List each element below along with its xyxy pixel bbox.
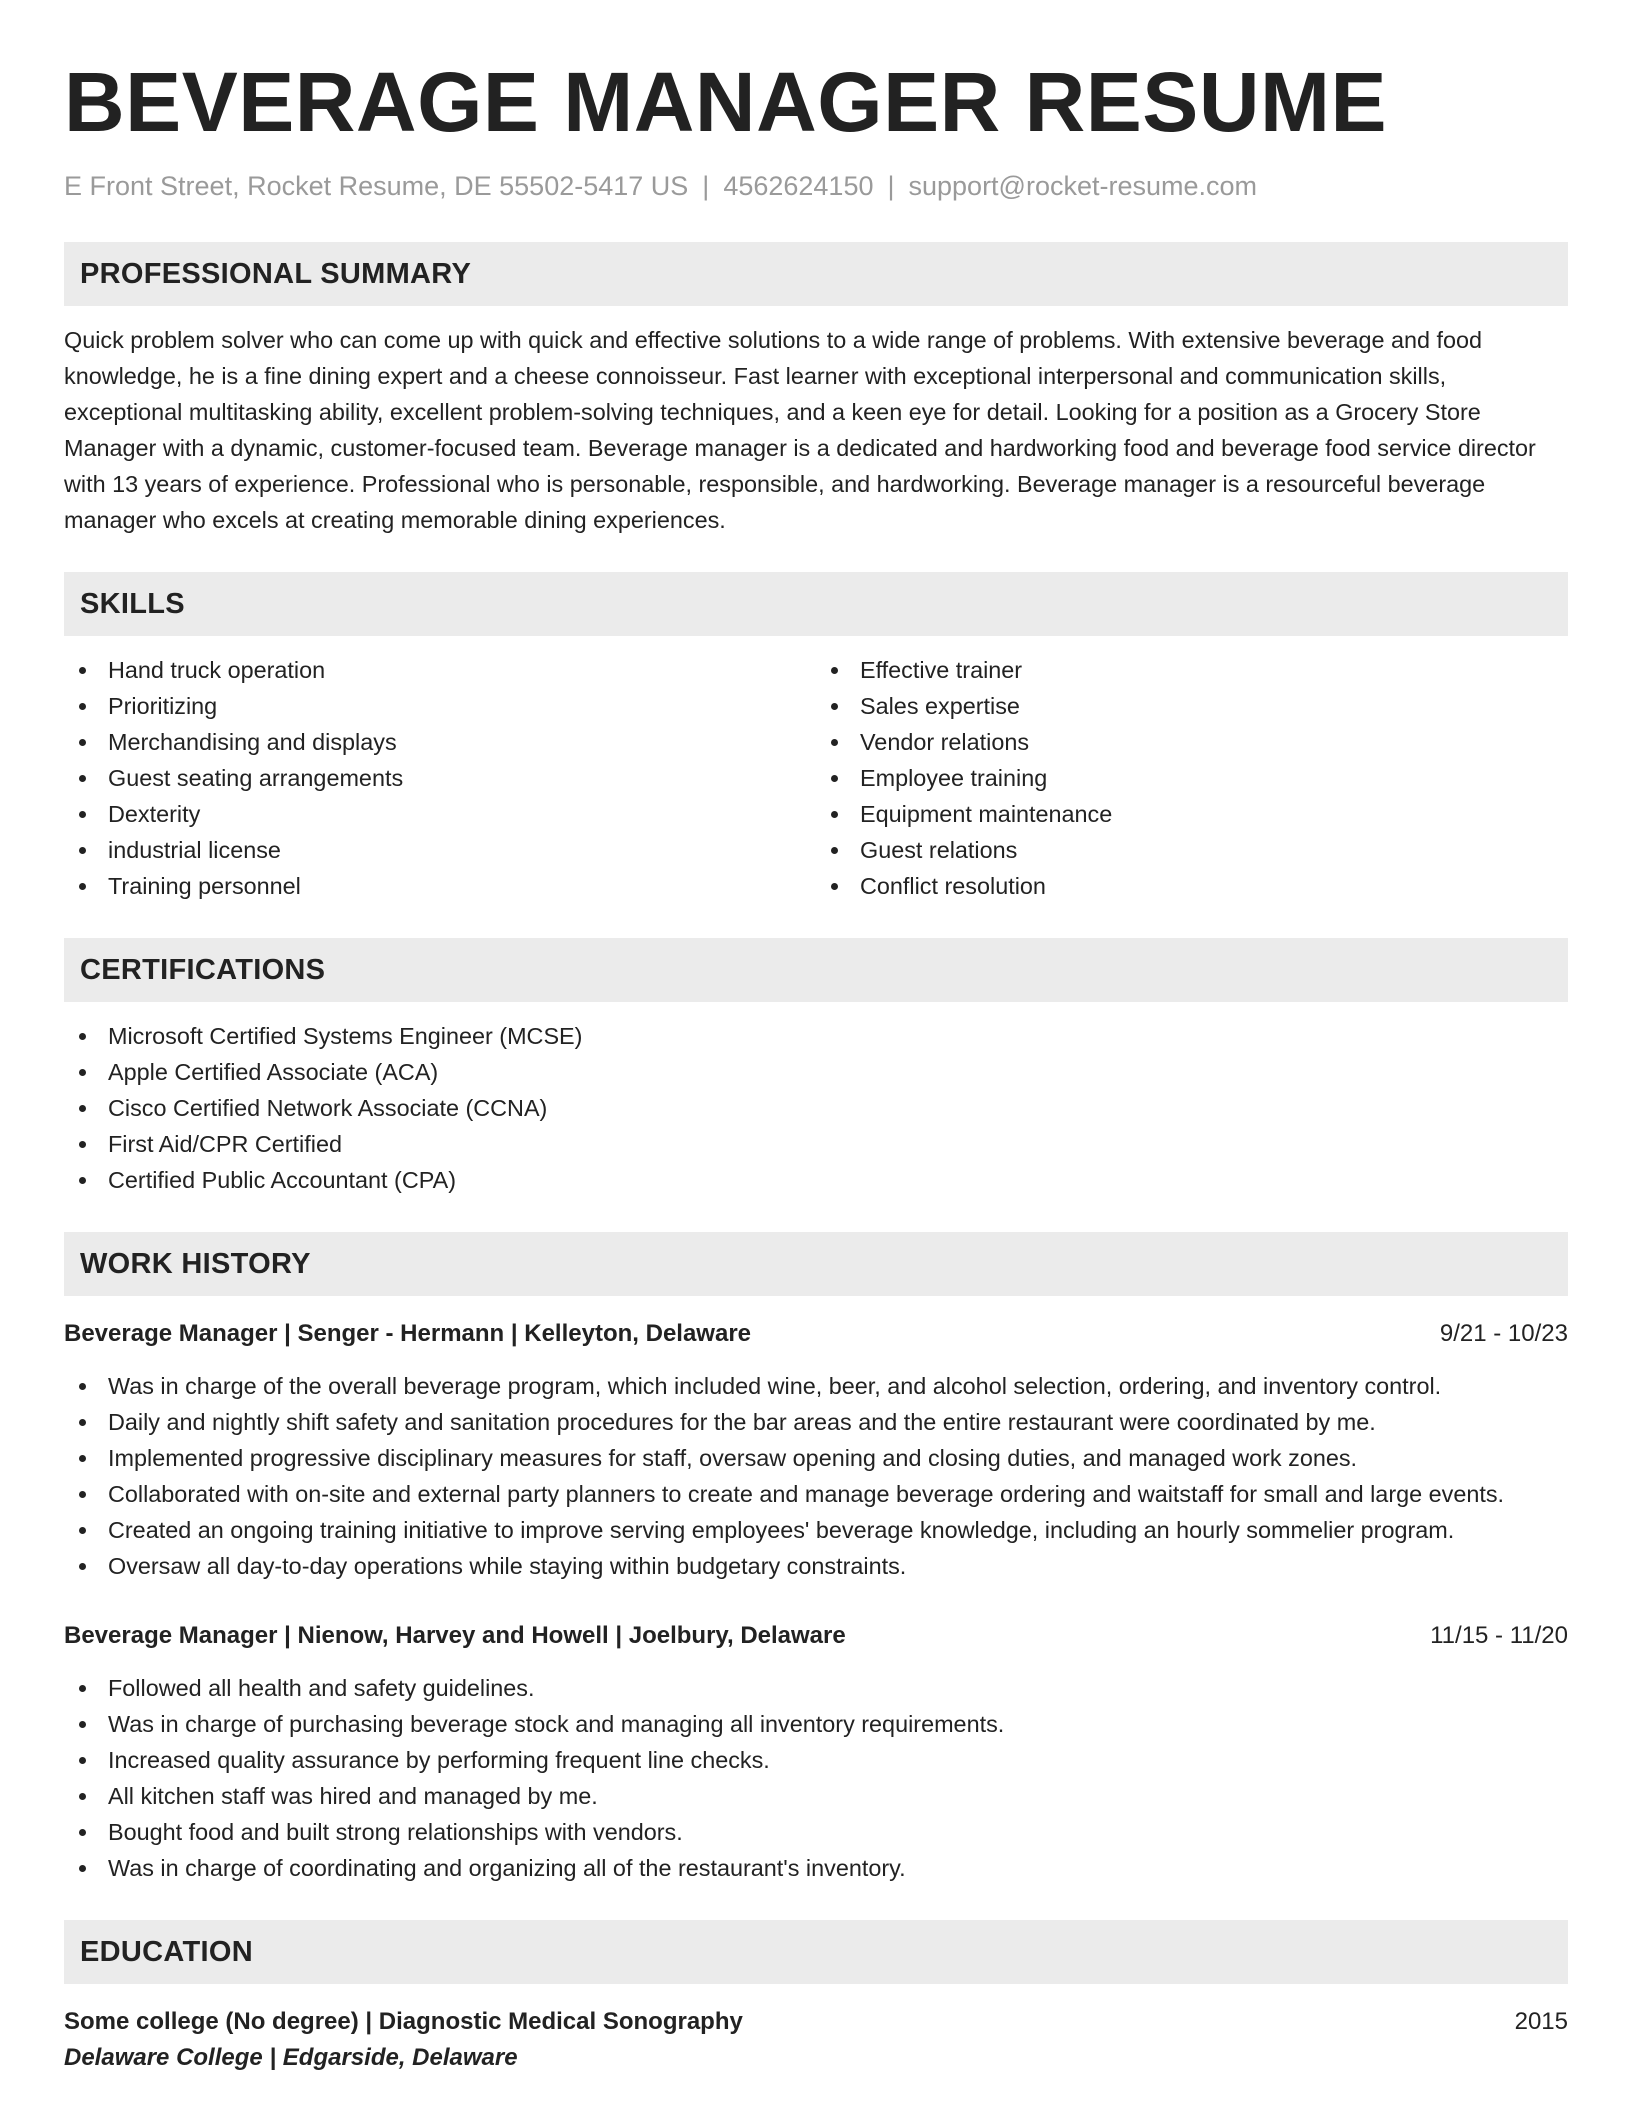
job-dates: 11/15 - 11/20 [1430,1622,1568,1649]
address: E Front Street, Rocket Resume, DE 55502-5417 US [64,171,689,201]
email-link[interactable]: support@rocket-resume.com [908,171,1258,201]
contact-separator: | [702,171,710,201]
education-header [64,2004,1568,2040]
job-duties-list [64,1368,1568,1584]
job-duty-item: Increased quality assurance by performing frequent line checks. [64,1742,1568,1778]
skill-item: Guest seating arrangements [64,760,816,796]
job-duty-item: Bought food and built strong relationships with vendors. [64,1814,1568,1850]
contact-line [64,168,1568,204]
certification-item: Certified Public Accountant (CPA) [64,1162,1568,1198]
job-duty-item: Collaborated with on-site and external party planners to create and manage beverage ordering and waitstaff for small and large events. [64,1476,1568,1512]
section-header-skills: SKILLS [64,572,1568,636]
skill-item: Effective trainer [816,652,1568,688]
skill-item: Conflict resolution [816,868,1568,904]
job-duty-item: Followed all health and safety guidelines. [64,1670,1568,1706]
job-duty-item: Was in charge of purchasing beverage stock and managing all inventory requirements. [64,1706,1568,1742]
skill-item: Training personnel [64,868,816,904]
job-header [64,1316,1568,1352]
section-header-summary: PROFESSIONAL SUMMARY [64,242,1568,306]
job-duty-item: Was in charge of the overall beverage program, which included wine, beer, and alcohol selection, ordering, and inventory control. [64,1368,1568,1404]
job-duty-item: Oversaw all day-to-day operations while staying within budgetary constraints. [64,1548,1568,1584]
job-title: Beverage Manager | Nienow, Harvey and Howell | Joelbury, Delaware [64,1622,846,1649]
skills-columns [64,652,1568,904]
job-entry [64,1618,1568,1886]
skill-item: Merchandising and displays [64,724,816,760]
skill-item: Vendor relations [816,724,1568,760]
skills-list-right [816,652,1568,904]
education-school: Delaware College | Edgarside, Delaware [64,2044,518,2071]
certification-item: First Aid/CPR Certified [64,1126,1568,1162]
section-header-work-history: WORK HISTORY [64,1232,1568,1296]
skill-item: Employee training [816,760,1568,796]
skill-item: Prioritizing [64,688,816,724]
job-duties-list [64,1670,1568,1886]
skill-item: industrial license [64,832,816,868]
job-duty-item: Was in charge of coordinating and organizing all of the restaurant's inventory. [64,1850,1568,1886]
job-duty-item: Daily and nightly shift safety and sanitation procedures for the bar areas and the entire restaurant were coordinated by me. [64,1404,1568,1440]
skill-item: Sales expertise [816,688,1568,724]
summary-text: Quick problem solver who can come up with quick and effective solutions to a wide range of problems. With extensive beverage and food knowledge, he is a fine dining expert and a cheese connoisseur. Fast learner with exceptional interpersonal and communication skills, exceptional multitasking ability, excellent problem-solving techniques, and a keen eye for detail. Looking for a position as a Grocery Store Manager with a dynamic, customer-focused team. Beverage manager is a dedicated and hardworking food and beverage food service director with 13 years of experience. Professional who is personable, responsible, and hardworking. Beverage manager is a resourceful beverage manager who excels at creating memorable dining experiences. [64,327,1536,533]
contact-separator: | [887,171,895,201]
education-year: 2015 [1514,2008,1568,2035]
resume-title: BEVERAGE MANAGER RESUME [64,55,1387,149]
job-duty-item: Implemented progressive disciplinary measures for staff, oversaw opening and closing duties, and managed work zones. [64,1440,1568,1476]
phone: 4562624150 [723,171,874,201]
skill-item: Hand truck operation [64,652,816,688]
job-header [64,1618,1568,1654]
skill-item: Equipment maintenance [816,796,1568,832]
job-duty-item: All kitchen staff was hired and managed by me. [64,1778,1568,1814]
certification-item: Cisco Certified Network Associate (CCNA) [64,1090,1568,1126]
job-dates: 9/21 - 10/23 [1439,1320,1568,1347]
section-header-education: EDUCATION [64,1920,1568,1984]
skill-item: Guest relations [816,832,1568,868]
certification-item: Microsoft Certified Systems Engineer (MCSE) [64,1018,1568,1054]
certifications-list [64,1018,1568,1198]
skills-list-left [64,652,816,904]
skill-item: Dexterity [64,796,816,832]
education-degree: Some college (No degree) | Diagnostic Medical Sonography [64,2008,743,2035]
job-title: Beverage Manager | Senger - Hermann | Kelleyton, Delaware [64,1320,752,1347]
certification-item: Apple Certified Associate (ACA) [64,1054,1568,1090]
job-duty-item: Created an ongoing training initiative to improve serving employees' beverage knowledge, including an hourly sommelier program. [64,1512,1568,1548]
job-entry [64,1316,1568,1584]
section-header-certifications: CERTIFICATIONS [64,938,1568,1002]
